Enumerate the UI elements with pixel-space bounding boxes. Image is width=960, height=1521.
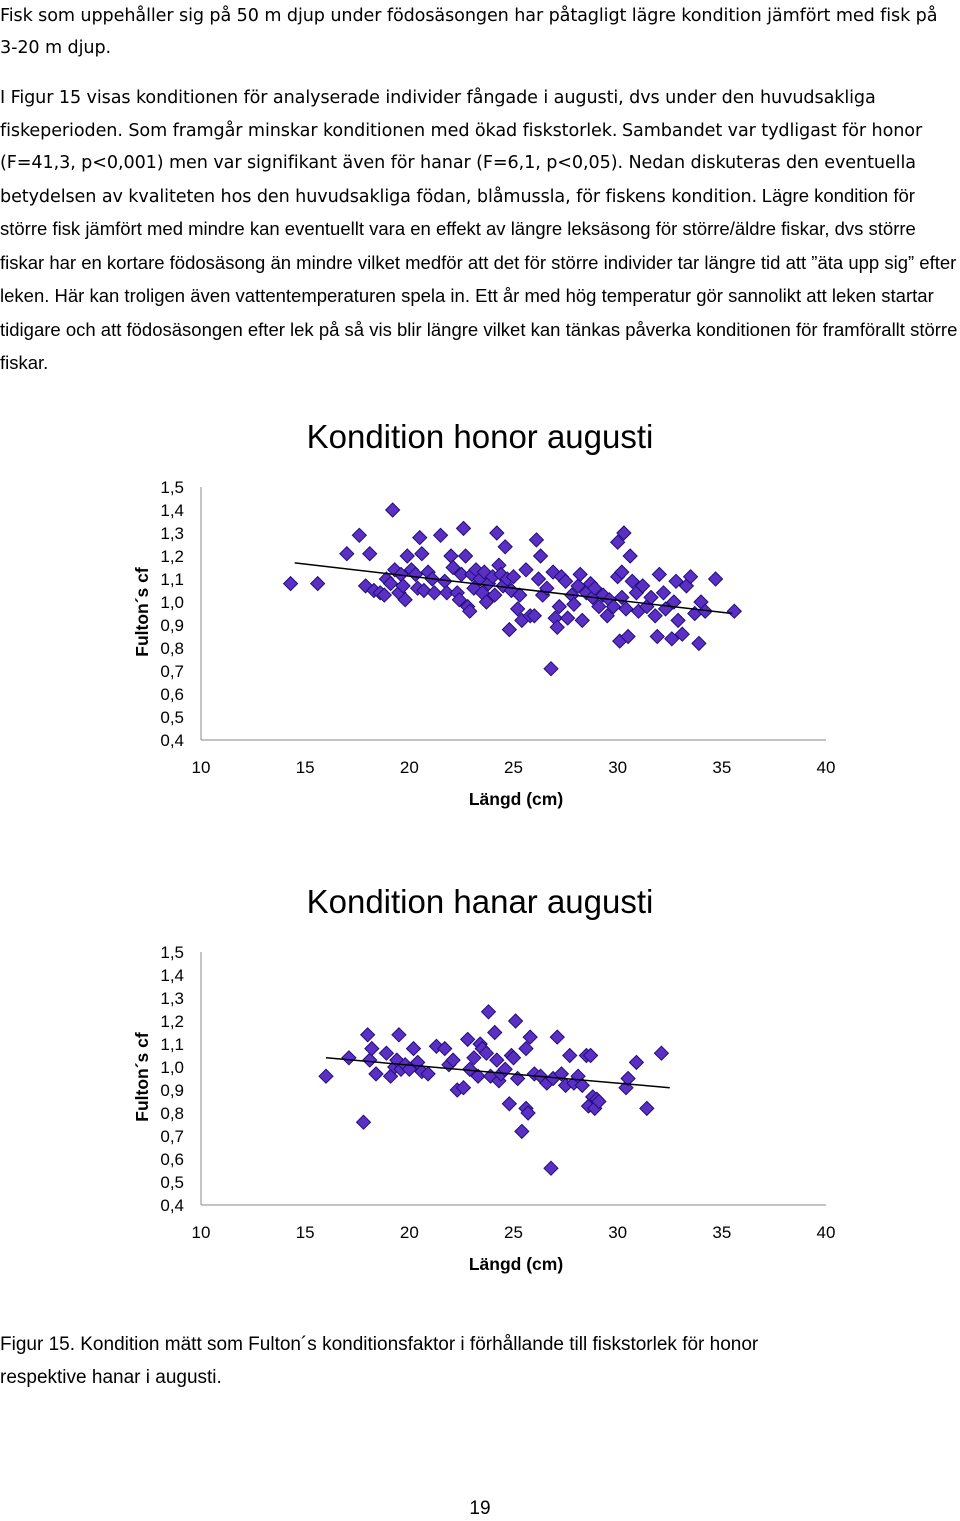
data-point — [490, 526, 504, 540]
y-axis-label: Fulton´s cf — [132, 1032, 152, 1122]
x-tick-label: 30 — [608, 758, 628, 777]
y-axis-label: Fulton´s cf — [132, 567, 152, 657]
x-tick-label: 25 — [504, 1223, 523, 1242]
data-point — [544, 1161, 558, 1175]
data-point — [413, 531, 427, 545]
y-tick-label: 0,5 — [160, 708, 184, 727]
x-axis-label: Längd (cm) — [468, 1254, 564, 1274]
data-point — [563, 1049, 577, 1063]
data-point — [482, 1005, 496, 1019]
data-point — [561, 611, 575, 625]
y-tick-label: 1,5 — [160, 478, 184, 497]
y-tick-label: 1,1 — [160, 570, 184, 589]
data-point — [319, 1069, 333, 1083]
x-tick-label: 40 — [816, 758, 836, 777]
data-point — [365, 1042, 379, 1056]
paragraph-depth-condition: Fisk som uppehåller sig på 50 m djup under födosäsongen har påtagligt lägre kondition jämfört med fisk på 3-20 m djup. — [0, 6, 938, 58]
y-tick-label: 1,3 — [160, 989, 184, 1008]
y-tick-label: 1,2 — [160, 1012, 184, 1031]
data-point — [352, 528, 366, 542]
data-point — [654, 1046, 668, 1060]
data-point — [357, 1115, 371, 1129]
x-tick-label: 25 — [504, 758, 523, 777]
page-number: 19 — [469, 1498, 491, 1519]
data-point — [534, 549, 548, 563]
data-point — [340, 547, 354, 561]
figure-caption-line2: respektive hanar i augusti. — [0, 1367, 222, 1388]
chart-title: Kondition honor augusti — [306, 418, 654, 455]
data-point — [650, 630, 664, 644]
data-point — [640, 1101, 654, 1115]
data-point — [652, 567, 666, 581]
data-point — [444, 549, 458, 563]
data-point — [623, 549, 637, 563]
x-tick-label: 20 — [399, 1223, 419, 1242]
data-point — [392, 1028, 406, 1042]
data-point — [519, 563, 533, 577]
data-point — [498, 540, 512, 554]
data-point — [502, 623, 516, 637]
data-point — [532, 572, 546, 586]
paragraph-figure-discussion-part3: Lägre kondition för större fisk jämfört med mindre kan eventuellt vara en effekt av längre leksäsong för större/äldre fiskar, dvs större fiskar har en kortare födosäsong än mindre vilket medför att det för större individer tar längre tid att ”äta upp sig” efter leken. Här kan troligen även vattentemperaturen spela in. Ett år med hög temperatur gör sannolikt att leken startar tidigare och att födosäsongen efter lek på så vis blir längre vilket kan tänkas påverka konditionen för framförallt större fiskar. — [0, 184, 958, 373]
data-point — [629, 1055, 643, 1069]
x-tick-label: 20 — [399, 758, 419, 777]
x-tick-label: 35 — [712, 1223, 732, 1242]
data-point — [657, 586, 671, 600]
y-tick-label: 1,5 — [160, 943, 184, 962]
x-tick-label: 35 — [712, 758, 732, 777]
y-tick-label: 1,3 — [160, 524, 184, 543]
data-point — [369, 1067, 383, 1081]
y-tick-label: 0,7 — [160, 662, 184, 681]
y-tick-label: 1,0 — [160, 593, 184, 612]
y-tick-label: 1,4 — [160, 966, 184, 985]
x-tick-label: 40 — [816, 1223, 836, 1242]
y-tick-label: 0,8 — [160, 639, 184, 658]
y-tick-label: 1,1 — [160, 1035, 184, 1054]
data-point — [363, 1053, 377, 1067]
x-tick-label: 10 — [191, 1223, 211, 1242]
chart-hanar-august — [0, 865, 960, 1285]
y-tick-label: 0,4 — [160, 1196, 184, 1215]
data-point — [342, 1051, 356, 1065]
y-tick-label: 0,9 — [160, 616, 184, 635]
y-tick-label: 0,6 — [160, 685, 184, 704]
data-point — [550, 1030, 564, 1044]
data-point — [573, 567, 587, 581]
y-tick-label: 0,9 — [160, 1081, 184, 1100]
data-point — [692, 636, 706, 650]
chart-honor-august — [0, 400, 960, 820]
x-axis-label: Längd (cm) — [468, 789, 564, 809]
data-point — [434, 528, 448, 542]
data-point — [459, 549, 473, 563]
y-tick-label: 1,2 — [160, 547, 184, 566]
y-tick-label: 0,8 — [160, 1104, 184, 1123]
paragraph-figure-discussion-part1: I Figur 15 visas konditionen för analyserade individer fångade i augusti, dvs under den huvudsakliga fiskeperioden. Som framgår minskar konditionen med ökad fiskstorlek. — [0, 88, 876, 141]
data-point — [709, 572, 723, 586]
paragraph-figure-discussion-part2: Sambandet var tydligast för honor (F=41,3, p<0,001) men var signifikant även för hanar (F=6,1, p<0,05). Nedan diskuteras den eventuella betydelsen av kvaliteten hos den huvudsakliga födan, blåmussla, för fiskens kondition. — [0, 120, 923, 207]
data-point — [727, 604, 741, 618]
figure-caption — [0, 1328, 960, 1394]
data-point — [457, 521, 471, 535]
y-tick-label: 1,4 — [160, 501, 184, 520]
data-point — [502, 1097, 516, 1111]
y-tick-label: 0,7 — [160, 1127, 184, 1146]
data-point — [488, 1026, 502, 1040]
data-point — [284, 577, 298, 591]
paragraph-figure-discussion — [0, 82, 960, 381]
data-point — [671, 613, 685, 627]
x-tick-label: 30 — [608, 1223, 628, 1242]
y-tick-label: 0,4 — [160, 731, 184, 750]
data-point — [515, 1124, 529, 1138]
data-point — [386, 503, 400, 517]
data-point — [509, 1014, 523, 1028]
data-point — [415, 547, 429, 561]
chart-title: Kondition hanar augusti — [306, 883, 654, 920]
x-tick-label: 10 — [191, 758, 211, 777]
data-point — [400, 549, 414, 563]
data-point — [311, 577, 325, 591]
data-point — [361, 1028, 375, 1042]
data-point — [544, 662, 558, 676]
data-point — [529, 533, 543, 547]
data-point — [407, 1042, 421, 1056]
figure-caption-line1: Figur 15. Kondition mätt som Fulton´s konditionsfaktor i förhållande till fiskstorlek för honor — [0, 1334, 759, 1355]
data-point — [363, 547, 377, 561]
y-tick-label: 1,0 — [160, 1058, 184, 1077]
x-tick-label: 15 — [295, 1223, 315, 1242]
x-tick-label: 15 — [295, 758, 315, 777]
y-tick-label: 0,6 — [160, 1150, 184, 1169]
data-point — [575, 613, 589, 627]
y-tick-label: 0,5 — [160, 1173, 184, 1192]
data-point — [461, 1032, 475, 1046]
